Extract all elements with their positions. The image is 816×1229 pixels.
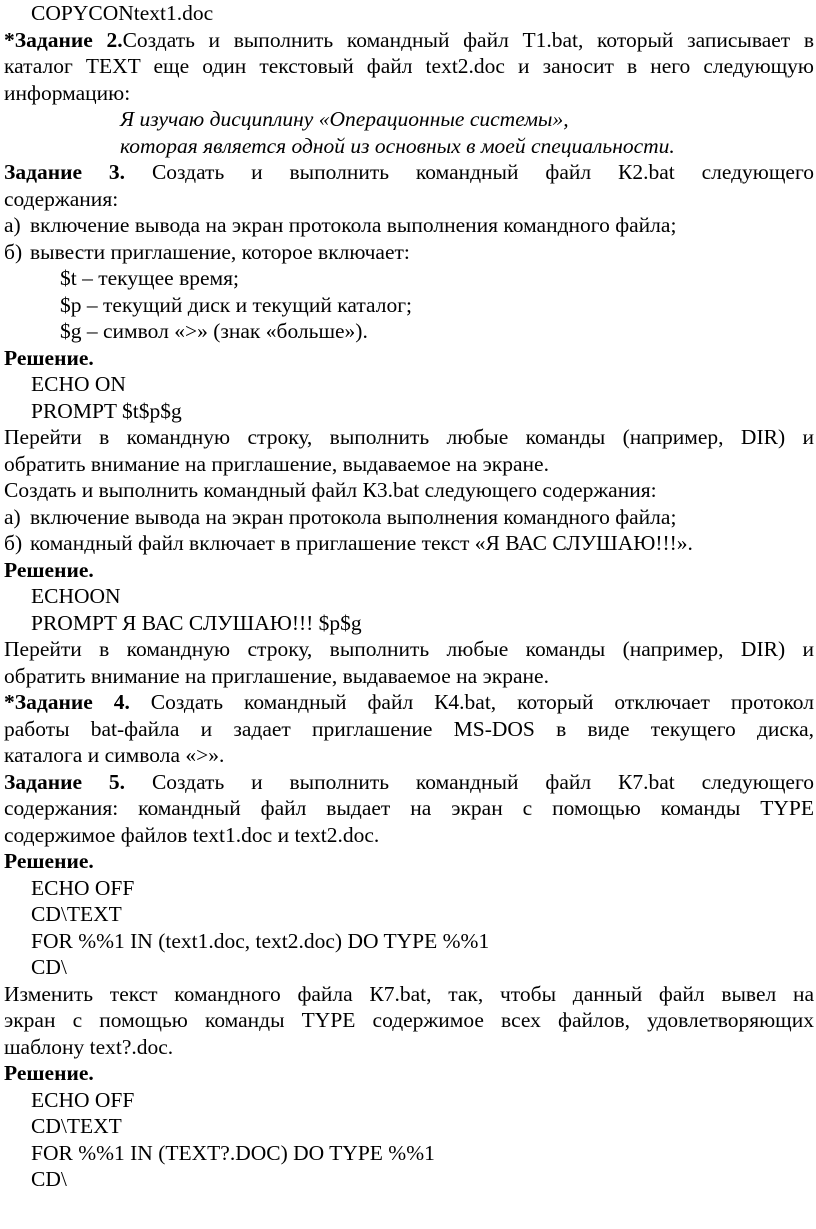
list-marker: б) (4, 239, 23, 264)
modify-task-line: экран с помощью команды TYPE содержимое всех файлов, удовлетворяющих (4, 1008, 814, 1032)
code-line: CD\TEXT (31, 1114, 122, 1138)
solution-heading: Решение. (4, 557, 94, 582)
task-2-text: Создать и выполнить командный файл Т1.bat, который записывает в (122, 27, 814, 52)
list-marker: а) (4, 504, 21, 529)
task-4-text-line: работы bat-файла и задает приглашение MS-DOS в виде текущего диска, (4, 716, 814, 741)
modify-task-line: шаблону text?.doc. (4, 1034, 174, 1059)
code-line: CD\ (31, 1167, 67, 1191)
list-item (4, 530, 814, 557)
task-3-text-line: содержания: (4, 186, 119, 211)
task-2-paragraph (4, 27, 814, 54)
solution-heading: Решение. (4, 849, 94, 873)
list-marker: б) (4, 531, 23, 555)
task-4-paragraph (4, 689, 814, 716)
task-4-label: *Задание 4. (4, 690, 130, 714)
list-item-text: командный файл включает в приглашение текст «Я ВАС СЛУШАЮ!!!». (30, 531, 693, 555)
code-line: FOR %%1 IN (TEXT?.DOC) DO TYPE %%1 (31, 1140, 435, 1165)
task-5-paragraph (4, 769, 814, 796)
list-item (4, 239, 814, 266)
task-5-text-line: содержания: командный файл выдает на экран с помощью команды TYPE (4, 796, 814, 820)
code-line: CD\TEXT (31, 902, 122, 926)
code-line: ECHO OFF (31, 1087, 135, 1112)
task-2-text-line: информацию: (4, 80, 131, 105)
code-line: ECHOON (31, 584, 121, 608)
instruction-line: обратить внимание на приглашение, выдаваемое на экране. (4, 451, 549, 476)
command-line: COPYCONtext1.doc (31, 1, 214, 25)
solution-heading: Решение. (4, 1061, 94, 1085)
code-line: PROMPT $t$p$g (31, 398, 182, 423)
code-line: ECHO OFF (31, 875, 135, 900)
task-4-text-line: каталога и символа «>». (4, 743, 225, 767)
prompt-parameter: $t – текущее время; (60, 266, 239, 290)
prompt-parameter: $g – символ «>» (знак «больше»). (60, 319, 368, 343)
code-line: FOR %%1 IN (text1.doc, text2.doc) DO TYPE %%1 (31, 928, 490, 953)
instruction-line: Перейти в командную строку, выполнить любые команды (например, DIR) и (4, 425, 814, 449)
task-3-label: Задание 3. (4, 160, 126, 184)
list-item (4, 212, 814, 239)
task-5-text: Создать и выполнить командный файл К7.bat следующего (151, 769, 814, 794)
list-item-text: включение вывода на экран протокола выполнения командного файла; (30, 504, 677, 529)
list-item (4, 504, 814, 531)
task-5-text-line: содержимое файлов text1.doc и text2.doc. (4, 822, 380, 847)
task-5-label: Задание 5. (4, 769, 126, 794)
list-item-text: вывести приглашение, которое включает: (30, 239, 410, 264)
modify-task-line: Изменить текст командного файла К7.bat, так, чтобы данный файл вывел на (4, 981, 814, 1006)
task-2-quote: которая является одной из основных в моей специальности. (120, 133, 675, 158)
task-3-paragraph (4, 159, 814, 186)
task-2-quote: Я изучаю дисциплину «Операционные системы», (120, 107, 569, 131)
instruction-line: обратить внимание на приглашение, выдаваемое на экране. (4, 663, 549, 688)
solution-heading: Решение. (4, 345, 94, 370)
instruction-line: Перейти в командную строку, выполнить любые команды (например, DIR) и (4, 637, 814, 661)
list-marker: а) (4, 213, 21, 237)
code-line: CD\ (31, 955, 67, 979)
task-3-text: Создать и выполнить командный файл К2.bat следующего (151, 160, 814, 184)
task-4-text: Создать командный файл К4.bat, который отключает протокол (150, 690, 814, 714)
list-item-text: включение вывода на экран протокола выполнения командного файла; (30, 213, 677, 237)
task-2-text-line: каталог TEXT еще один текстовый файл text2.doc и заносит в него следующую (4, 54, 814, 78)
prompt-parameter: $p – текущий диск и текущий каталог; (60, 292, 412, 317)
code-line: ECHO ON (31, 372, 126, 396)
k3-task-line: Создать и выполнить командный файл К3.bat следующего содержания: (4, 478, 657, 502)
code-line: PROMPT Я ВАС СЛУШАЮ!!! $p$g (31, 610, 362, 635)
task-2-label: *Задание 2. (4, 27, 123, 52)
